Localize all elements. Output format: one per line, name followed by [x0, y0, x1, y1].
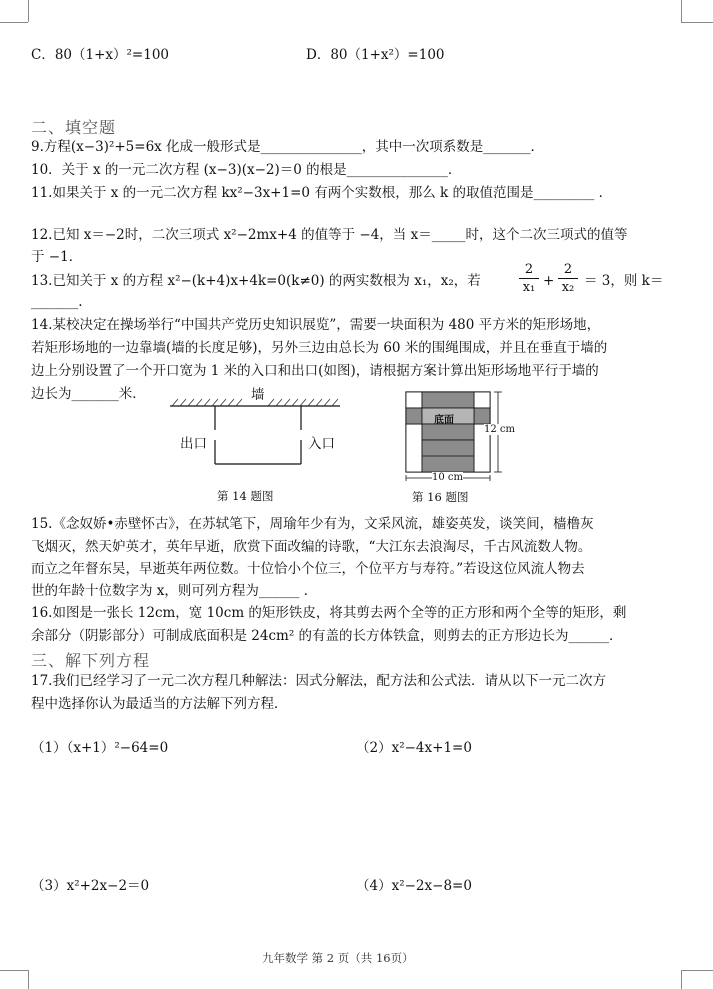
shaded-side	[406, 408, 422, 424]
fraction-numerator: 2	[563, 262, 573, 277]
figure-14-exit-label: 出口	[180, 436, 207, 452]
figure-16-diagram	[400, 390, 520, 485]
crop-mark	[681, 970, 713, 971]
question-13-line1b: ＝ 3，则 k＝	[584, 273, 664, 289]
figure-16-width-label: 10 cm	[432, 472, 463, 483]
cut-rectangle	[406, 424, 422, 472]
equation-4: （4）x²−2x−8=0	[356, 878, 472, 894]
figure-14-entrance-label: 入口	[308, 436, 335, 452]
option-c: C．80（1+x）²=100	[31, 47, 170, 63]
crop-mark	[681, 0, 682, 22]
shaded-front	[422, 424, 474, 440]
fraction-denominator: x₂	[561, 280, 575, 295]
crop-mark	[28, 970, 29, 989]
fraction-denominator: x₁	[522, 280, 536, 295]
question-12-line1: 12.已知 x＝−2时，二次三项式 x²−2mx+4 的值等于 −4，当 x＝_____时，这个二次三项式的值等	[31, 227, 628, 243]
shaded-top-flap	[422, 392, 474, 408]
question-12-line2: 于 −1．	[31, 249, 83, 265]
question-13-line1a: 13.已知关于 x 的方程 x²−(k+4)x+4k=0(k≠0) 的两实数根为 x₁，x₂，若	[31, 273, 481, 289]
crop-mark	[0, 970, 28, 971]
question-13-line2: _______.	[31, 294, 83, 310]
section-title-fill-blank: 二、填空题	[31, 118, 117, 137]
question-15-line4: 世的年龄十位数字为 x，则可列方程为______ ．	[31, 583, 318, 599]
crop-mark	[28, 0, 29, 22]
question-16-line2: 余部分（阴影部分）可制成底面积是 24cm² 的有盖的长方体铁盒，则剪去的正方形边长为______．	[31, 628, 623, 644]
question-14-line3: 边上分别设置了一个开口宽为 1 米的入口和出口(如图)，请根据方案计算出矩形场地平行于墙的	[31, 363, 599, 379]
page-footer: 九年数学 第 2 页（共 16页）	[262, 951, 414, 965]
figure-16-bottom-label: 底面	[434, 415, 454, 426]
fraction-bar	[519, 278, 539, 279]
question-14-line4: 边长为_______米．	[31, 386, 146, 402]
shaded-side	[474, 408, 490, 424]
question-14-line1: 14.某校决定在操场举行“中国共产党历史知识展览”，需要一块面积为 480 平方米的矩形场地，	[31, 317, 601, 333]
figure-14-wall-label: 墙	[251, 387, 265, 403]
question-14-line2: 若矩形场地的一边靠墙(墙的长度足够)，另外三边由总长为 60 米的围绳围成，并且在垂直于墙的	[31, 340, 608, 356]
question-9-text: (x−3)²+5=6x 化成一般形式是_______________，其中一次项系数是_______．	[70, 139, 545, 155]
equation-3: （3）x²+2x−2＝0	[31, 878, 150, 894]
figure-14-caption: 第 14 题图	[217, 489, 274, 503]
crop-mark	[681, 22, 713, 23]
fraction-2-over-x2	[558, 262, 578, 295]
question-15-line3: 而立之年督东吴，早逝英年两位数。十位恰小个位三，个位平方与寿符。”若设这位风流人物去	[31, 561, 585, 577]
question-17-line2: 程中选择你认为最适当的方法解下列方程．	[31, 696, 288, 712]
figure-16-caption: 第 16 题图	[412, 490, 469, 504]
crop-mark	[0, 22, 28, 23]
question-17-line1: 17.我们已经学习了一元二次方程几种解法：因式分解法，配方法和公式法．请从以下一元二次方	[31, 673, 606, 689]
fraction-2-over-x1	[519, 262, 539, 295]
section-title-solve-equations: 三、解下列方程	[31, 651, 151, 670]
equation-1: （1）（x+1）²−64=0	[31, 740, 169, 756]
question-11: 11.如果关于 x 的一元二次方程 kx²−3x+1=0 有两个实数根，那么 k 的取值范围是_________ ．	[31, 185, 613, 201]
plus-sign: +	[543, 273, 555, 289]
question-15-line2: 飞烟灭，然天妒英才，英年早逝，欣赏下面改编的诗歌，“大江东去浪淘尽，千古风流数人物。	[31, 539, 592, 555]
cut-square	[474, 392, 490, 408]
question-16-line1: 16.如图是一张长 12cm，宽 10cm 的矩形铁皮，将其剪去两个全等的正方形和两个全等的矩形，剩	[31, 605, 627, 621]
cut-square	[406, 392, 422, 408]
crop-mark	[681, 970, 682, 989]
figure-16-height-label: 12 cm	[484, 424, 515, 435]
question-9	[31, 137, 544, 157]
question-9-prefix: 9.方程	[31, 139, 71, 155]
equation-2: （2）x²−4x+1=0	[356, 740, 472, 756]
question-10: 10．关于 x 的一元二次方程 (x−3)(x−2)＝0 的根是_______________．	[31, 162, 462, 178]
fraction-numerator: 2	[524, 262, 534, 277]
option-d: D．80（1+x²）=100	[306, 47, 445, 63]
fraction-bar	[558, 278, 578, 279]
question-15-line1: 15.《念奴娇•赤壁怀古》，在苏轼笔下，周瑜年少有为，文采风流，雄姿英发，谈笑间，樯橹灰	[31, 516, 594, 532]
